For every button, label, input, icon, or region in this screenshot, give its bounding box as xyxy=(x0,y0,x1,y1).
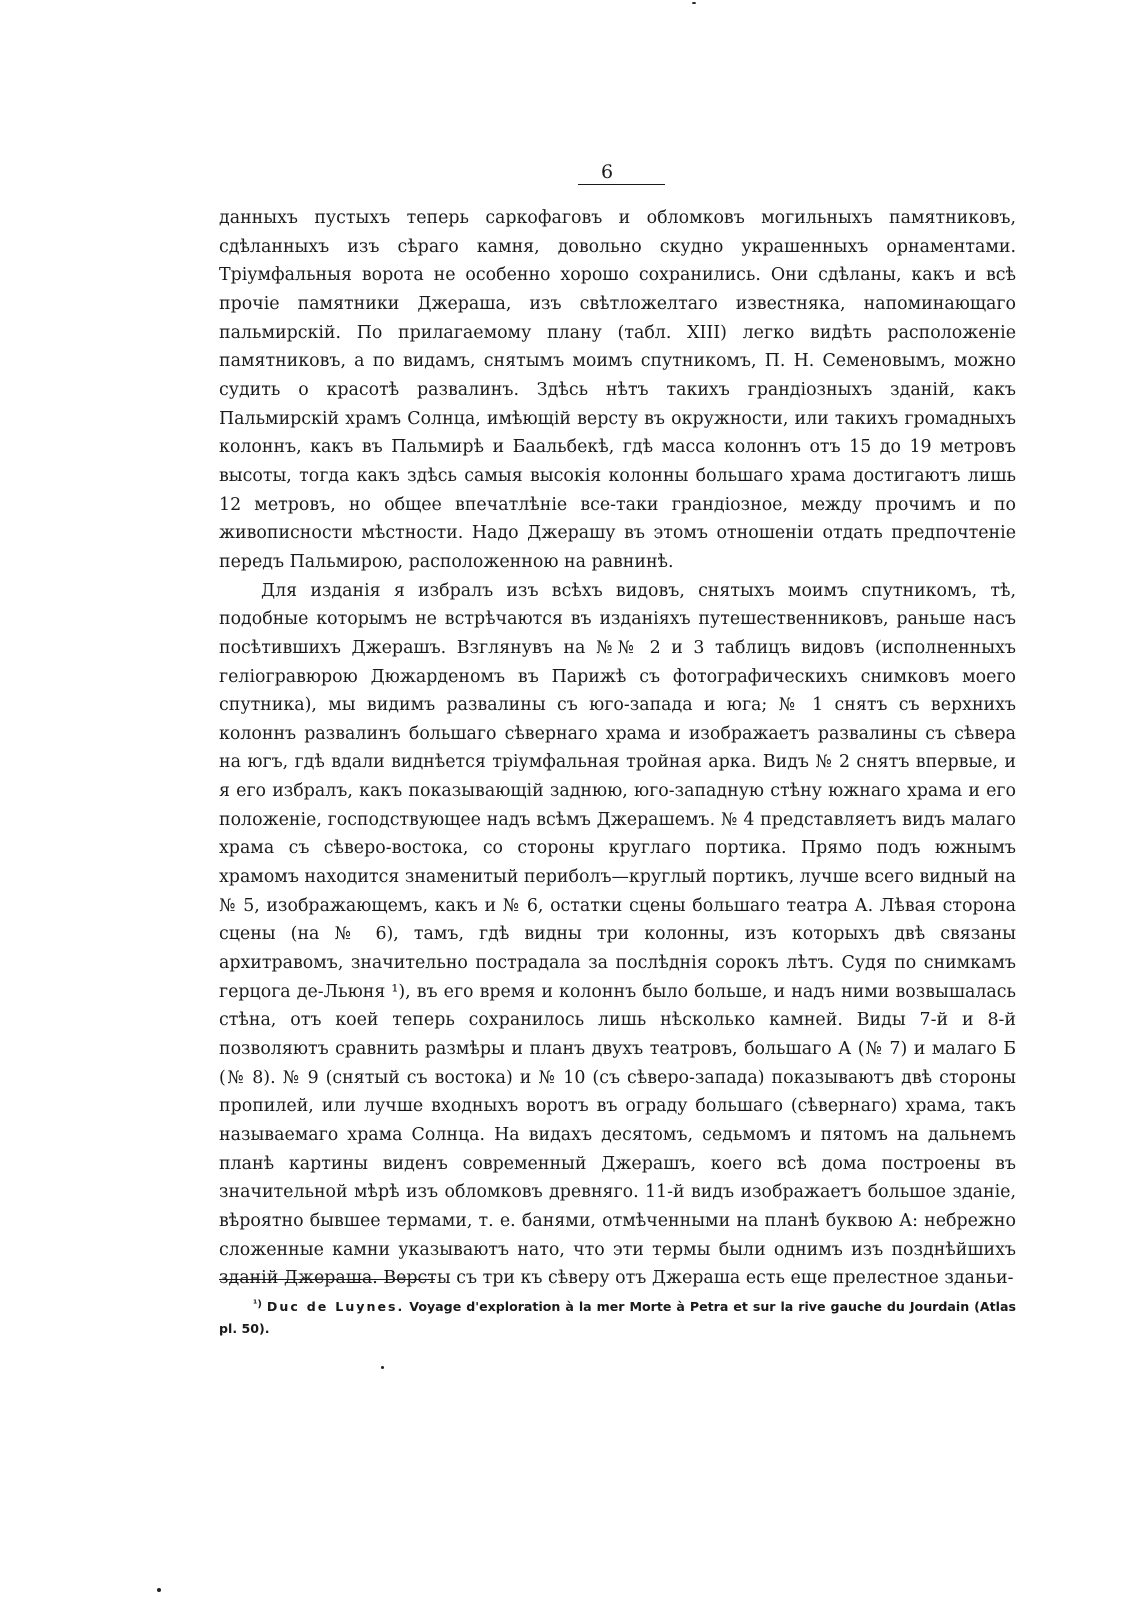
page-number-rule xyxy=(578,184,665,185)
scan-speck-middle xyxy=(381,1366,384,1369)
scan-speck-top xyxy=(692,2,696,4)
paragraph-2: Для изданія я избралъ изъ всѣхъ видовъ, снятыхъ моимъ спутникомъ, тѣ, подобные которымъ не встрѣчаются въ изданіяхъ путешественниковъ, раньше насъ посѣтившихъ Джерашъ. Взглянувъ на №№ 2 и 3 таблицъ видовъ (исполненныхъ геліогравюрою Дюжарденомъ въ Парижѣ съ фотографическихъ снимковъ моего спутника), мы видимъ развалины съ юго-запада и юга; № 1 снятъ съ верхнихъ колоннъ развалинъ большаго сѣвернаго храма и изображаетъ развалины съ сѣвера на югъ, гдѣ вдали виднѣется тріумфальная тройная арка. Видъ № 2 снятъ впервые, и я его избралъ, какъ показывающій заднюю, юго-западную стѣну южнаго храма и его положеніе, господствующее надъ всѣмъ Джерашемъ. № 4 представляетъ видъ малаго храма съ сѣверо-востока, со стороны круглаго портика. Прямо подъ южнымъ храмомъ находится знаменитый периболъ—круглый портикъ, лучше всего видный на № 5, изображающемъ, какъ и № 6, остатки сцены большаго театра А. Лѣвая сторона сцены (на № 6), тамъ, гдѣ видны три колонны, изъ которыхъ двѣ связаны архитравомъ, значительно пострадала за послѣднія сорокъ лѣтъ. Судя по снимкамъ герцога де-Льюня ¹), въ его время и колоннъ было больше, и надъ ними возвышалась стѣна, отъ коей теперь сохранилось лишь нѣсколько камней. Виды 7-й и 8-й позволяютъ сравнить размѣры и планъ двухъ театровъ, большаго А (№ 7) и малаго Б (№ 8). № 9 (снятый съ востока) и № 10 (съ сѣверо-запада) показываютъ двѣ стороны пропилей, или лучше входныхъ воротъ въ ограду большаго (сѣвернаго) храма, такъ называемаго храма Солнца. На видахъ десятомъ, седьмомъ и пятомъ на дальнемъ планѣ картины виденъ современный Джерашъ, коего всѣ дома построены въ значительной мѣрѣ изъ обломковъ древняго. 11-й видъ изображаетъ большое зданіе, вѣроятно бывшее термами, т. е. банями, отмѣченными на планѣ буквою А: небрежно сложенные камни указываютъ нато, что эти термы были однимъ изъ позднѣйшихъ зданій Джераша. Версты съ три къ сѣверу отъ Джераша есть еще прелестное зданьи- xyxy=(219,580,1016,1289)
scan-speck-bottom xyxy=(157,1588,161,1592)
page-number: 6 xyxy=(600,161,614,183)
body-text xyxy=(219,204,1016,1293)
footnote-author: Duc de Luynes. xyxy=(266,1299,405,1314)
footnote-rule xyxy=(219,1279,435,1280)
footnote-marker: ¹) xyxy=(253,1299,262,1310)
footnote xyxy=(219,1294,1016,1340)
paragraph-1: данныхъ пустыхъ теперь саркофаговъ и обломковъ могильныхъ памятниковъ, сдѣланныхъ изъ сѣраго камня, довольно скудно украшенныхъ орнаментами. Тріумфальныя ворота не особенно хорошо сохранились. Они сдѣланы, какъ и всѣ прочіе памятники Джераша, изъ свѣтложелтаго известняка, напоминающаго пальмирскій. По прилагаемому плану (табл. XIII) легко видѣть расположеніе памятниковъ, а по видамъ, снятымъ моимъ спутникомъ, П. Н. Семеновымъ, можно судить о красотѣ развалинъ. Здѣсь нѣтъ такихъ грандіозныхъ зданій, какъ Пальмирскій храмъ Солнца, имѣющій версту въ окружности, или такихъ громадныхъ колоннъ, какъ въ Пальмирѣ и Баальбекѣ, гдѣ масса колоннъ отъ 15 до 19 метровъ высоты, тогда какъ здѣсь самыя высокія колонны большаго храма достигаютъ лишь 12 метровъ, но общее впечатлѣніе все-таки грандіозное, между прочимъ и по живописности мѣстности. Надо Джерашу въ этомъ отношеніи отдать предпочтеніе передъ Пальмирою, расположенною на равнинѣ. xyxy=(219,208,1016,572)
footnote-text: Voyage d'exploration à la mer Morte à Petra et sur la rive gauche du Jourdain (Atlas pl. 50). xyxy=(219,1299,1016,1336)
